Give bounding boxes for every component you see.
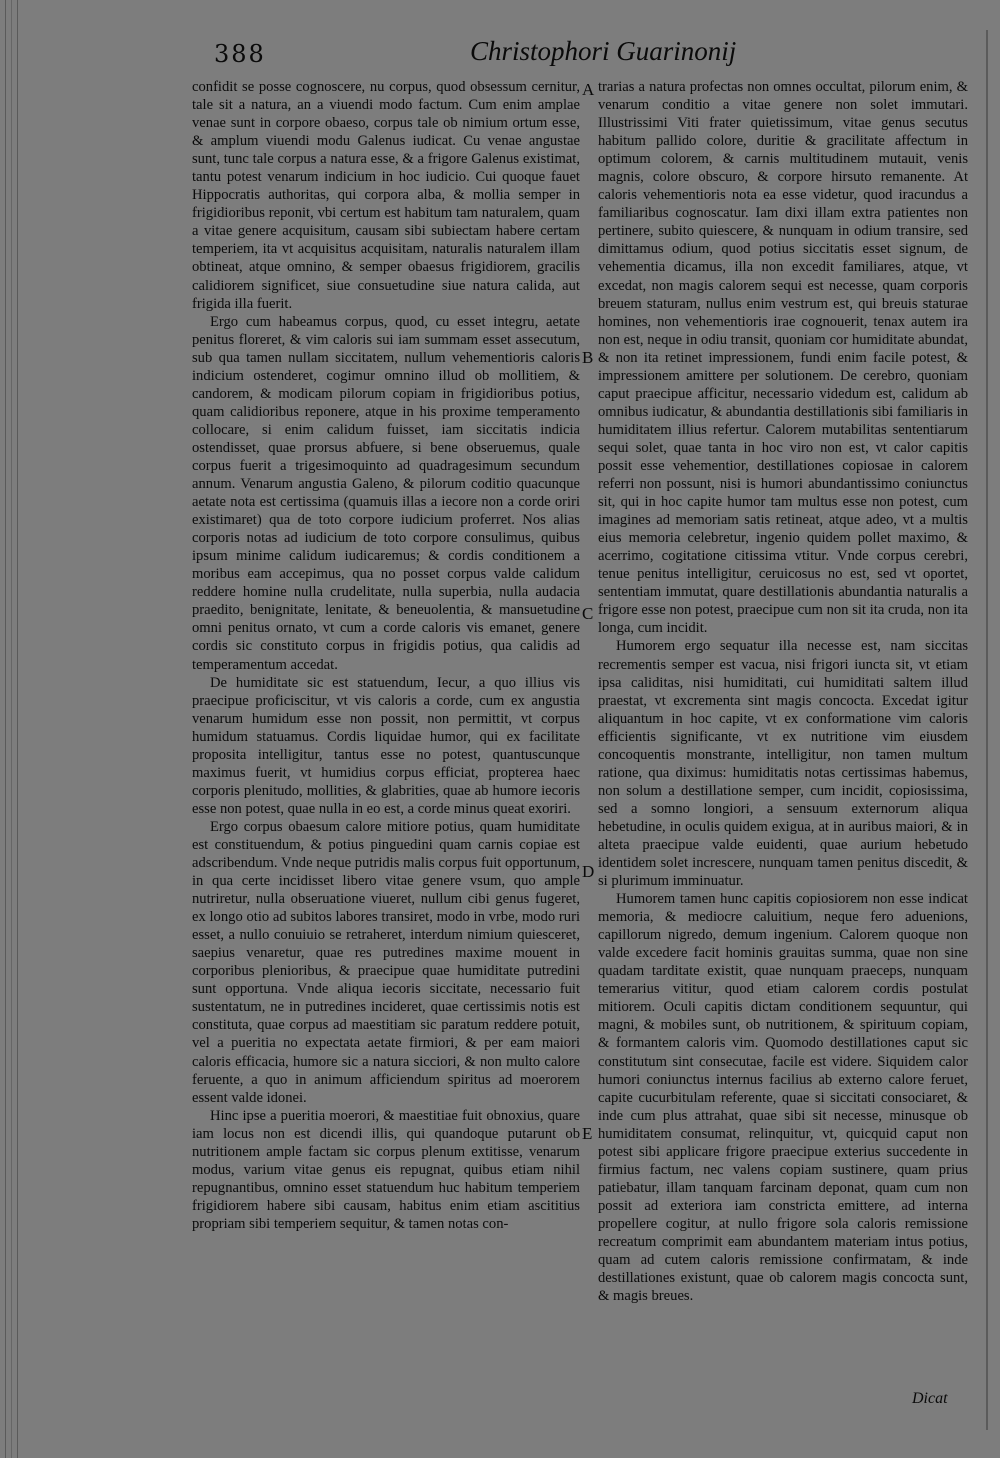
left-column <box>192 78 580 1368</box>
paragraph: Hinc ipse a pueritia moerori, & maestitiae fuit obnoxius, quare iam locus non est dicendi illis, qui quandoque putarunt ob nutritionem ample factam sic corpus plenum extitisse, venarum modus, varium vitae genus eis repugnat, quibus etiam nihil repugnantibus, omnino esset statuendum huc habitum temperiem frigidiorem habere sibi causam, habitus enim etiam ascititius propriam sibi temperiem sequitur, & tamen notas con- <box>192 1107 580 1232</box>
paragraph: Humorem ergo sequatur illa necesse est, nam siccitas recrementis semper est vacua, nisi frigori iuncta sit, vt etiam ipsa caliditas, nisi humiditati, cui humiditati saltem illud praestat, vt excrementa sint magis concocta. Excedat igitur aliquantum in hoc capite, vt ex conformatione vim caloris efficientis significante, vt ex nutritione vim eiusdem concoquentis monstrante, intelligitur, non tamen multum ratione, qua diximus: humiditatis notas certissimas habemus, non solum a destillatione semper, cum incidit, copiosissima, sed a somno longiori, a sensuum externorum aliqua hebetudine, in oculis quidem exigua, at in auribus maiori, & in alteta praecipue valde euidenti, quae aurium hebetudo identidem solet increscere, nunquam tamen penitus discedit, & si plurimum imminuatur. <box>598 638 968 890</box>
section-letter-c: C <box>582 604 594 623</box>
running-head: Christophori Guarinonij <box>470 36 737 66</box>
section-letter-d: D <box>582 862 595 881</box>
paragraph: Ergo corpus obaesum calore mitiore potius, quam humiditate est constituendum, & potius pinguedini quam carnis copiae est adscribendum. Vnde neque putridis malis corpus fuit opportunum, in qua certe incidisset libero vitae genere vsum, quo ample nutriretur, nulla obseruatione viueret, nullum cibi genus fugeret, ex longo otio ad subitos labores transiret, modo in vrbe, modo ruri esset, a nullo conuiuio se retraheret, interdum nimium quiesceret, saepius venaretur, quae res putredines maxime mouent in corporibus plenioribus, & praecipue quae humiditate putredini sunt opportuna. Vnde aliqua iecoris siccitate, necessario fuit sustentatum, ne in putredines incideret, quae certissimis notis est constituta, quae corpus ad maestitiam sic paratum reddere potuit, vel a pueritia no expectata aetate firmiori, & per eam maiori caloris efficacia, humore sic a natura sicciori, & non multo calore feruente, a quo in animum afficiendum spiritus ad moerorem essent valde idonei. <box>192 818 580 1106</box>
page-edge <box>986 30 988 1430</box>
paragraph: Ergo cum habeamus corpus, quod, cu esset integru, aetate penitus floreret, & vim caloris sui iam summam esset assecutum, sub qua tamen nullam siccitatem, nullum vehementioris caloris indicium ostenderet, cogimur omnino illud ob mollitiem, & candorem, & modicam pilorum copiam in frigidioribus potius, quam calidioribus reponere, atque in his proxime temperamento collocare, si enim calidum fuisset, iam siccitatis indicia ostendisset, quae prorsus abfuere, si bene obseruemus, quale corpus fuerit a trigesimoquinto ad quadragesimum secundum annum. Venarum angustia Galeno, & pilorum coditio quacunque aetate nota est certissima (quamuis illas a iecore non a corde oriri existimaret) qua de toto corpore iudicium proferret. Nos alias corporis notas ad iudicium de toto corpore consulimus, quibus ipsum minime calidum iudicaremus; & cordis conditionem a moribus eam accepimus, qua no posset corpus valde calidum reddere homine nulla crudelitate, nulla superbia, nulla audacia praedito, benignitate, lenitate, & beneuolentia, & mansuetudine omni penitus ornato, vt cum a corde caloris vis emanet, genere cordis sic constituto corpus in frigidis potius, qua calidis ad temperamentum accedat. <box>192 313 580 673</box>
paragraph: confidit se posse cognoscere, nu corpus, quod obsessum cernitur, tale sit a natura, an a viuendi modo factum. Cum enim amplae venae sunt in corpore obaeso, corpus tale ob nimium ortum esse, & amplum viuendi modu Galenus iudicat. Cu venae angustae sunt, tunc tale corpus a natura esse, & a frigore Galenus existimat, tantu potest venarum indicium in hoc iudicio. Cui quoque fauet Hippocratis authoritas, qui corpora alba, & mollia semper in frigidioribus reponit, vbi certum est habitum tam naturalem, quam a vitae genere acquisitum, causam sibi subiectam habere certam temperiem, ita vt acquisitus acquisitam, naturalis naturalem illam obtineat, atque omnino, & semper obaesus frigidiorem, gracilis calidiorem significet, siue consuetudine siue natura calida, aut frigida illa fuerit. <box>192 79 580 312</box>
page-number: 388 <box>214 40 266 68</box>
paragraph: Humorem tamen hunc capitis copiosiorem non esse indicat memoria, & mediocre caluitium, neque fero aduenions, capillorum nigredo, demum ingenium. Calorem quoque non valde excedere facit hominis grauitas summa, quae non sine quadam tarditate existit, quae nunquam praeceps, nunquam temerarius vititur, quod etiam calorem cordis postulat mitiorem. Oculi capitis dictam conditionem sequuntur, qui magni, & mobiles sunt, ob nutritionem, & spirituum copiam, & formantem caloris vim. Quomodo destillationes caput sic constitutum sint consecutae, facile est videre. Siquidem calor humori coniunctus internus facilius ab externo calore feruet, capite cucurbitulam referente, quae si siccitati consociaret, & inde cum plus attrahat, quae sibi sit necesse, minusque ob humiditatem consumat, relinquitur, vt, quicquid caput non potest sibi applicare frigore praecipue exterius succedente in firmius factum, nec valens copiam sustinere, quam prius patiebatur, illam tanquam farcinam deponat, quam cum non possit ad exteriora iam constricta emittere, ad interna propellere cogitur, at nullo frigore sola caloris remissione recreatum comprimit eam abundantem materiam intus potius, quam ad cutem caloris remissione confirmatam, & inde destillationes existunt, quae ob calorem magis concocta sunt, & magis breues. <box>598 891 968 1305</box>
right-column <box>598 78 968 1388</box>
paragraph: trarias a natura profectas non omnes occultat, pilorum enim, & venarum conditio a vitae genere non solet immutari. Illustrissimi Viti frater quietissimum, vitae genus secutus habitum pallido colore, duritie & gracilitate affectum in optimum colorem, & carnis multitudinem mutauit, venis magnis, colore obscuro, & corpore hirsuto remanente. At caloris vehementioris nota ea esse videtur, quod iracundus a familiaribus cognoscatur. Iam dixi illam extra patientes non pertinere, subito quiescere, & nunquam in odium transire, sed dimittamus odium, quod potius siccitatis esset signum, de vehementia dicamus, illa non excedit familiares, atque, vt excedat, non magis calorem sequi est necesse, quam corporis breuem staturam, nullus enim vestrum est, qui breuis staturae homines, non vehementioris irae cognouerit, tenax autem ira non est, neque in odiu transit, quoniam cor humiditate abundat, & non ita retinet impressionem, fundi enim facile potest, & impressionem amittere per solutionem. De cerebro, quoniam caput praecipue afficitur, necessario videdum est, calidum ab omnibus iudicatur, & abundantia destillationis sibi familiaris in humiditatem illius refertur. Calorem mutabilitas sententiarum sequi solet, quae tanta in hoc viro non est, vt calor capitis possit esse vehementior, destillationes copiosae in calorem referri non possunt, nisi is humori abundantissimo coniunctus sit, qui in hoc capite humor tam multus esse non potest, cum imagines ad memoriam satis retineat, atque adeo, vt a multis eius memoria celebretur, ingenio quidem pollet maximo, & acerrimo, cogitatione citissima vtitur. Vnde corpus cerebri, tenue penitus intelligitur, ceruicosus no est, sed vt oportet, sententiam immutat, quare destillationis abundantia naturalis a frigore esse non potest, praecipue cum non sit ita cruda, non ita longa, cum incidit. <box>598 79 968 637</box>
paragraph: De humiditate sic est statuendum, Iecur, a quo illius vis praecipue proficiscitur, vt vis caloris a corde, cum ex angustia venarum humidum esse non possit, non permittit, vt corpus humidum statuamus. Cordis liquidae humor, qui ex facilitate proposita intelligitur, tantus esse no potest, quantuscunque maximus fuerit, vt humidius corpus efficiat, propterea haec corporis plenitudo, mollities, & glabrities, quae ab humore iecoris esse non potest, quae nulla in eo est, a corde minus queat exoriri. <box>192 674 580 817</box>
section-letter-a: A <box>582 80 595 99</box>
section-letter-b: B <box>582 348 594 367</box>
section-letter-e: E <box>582 1124 593 1143</box>
catchword: Dicat <box>912 1390 948 1407</box>
page-gutter <box>0 0 22 1458</box>
